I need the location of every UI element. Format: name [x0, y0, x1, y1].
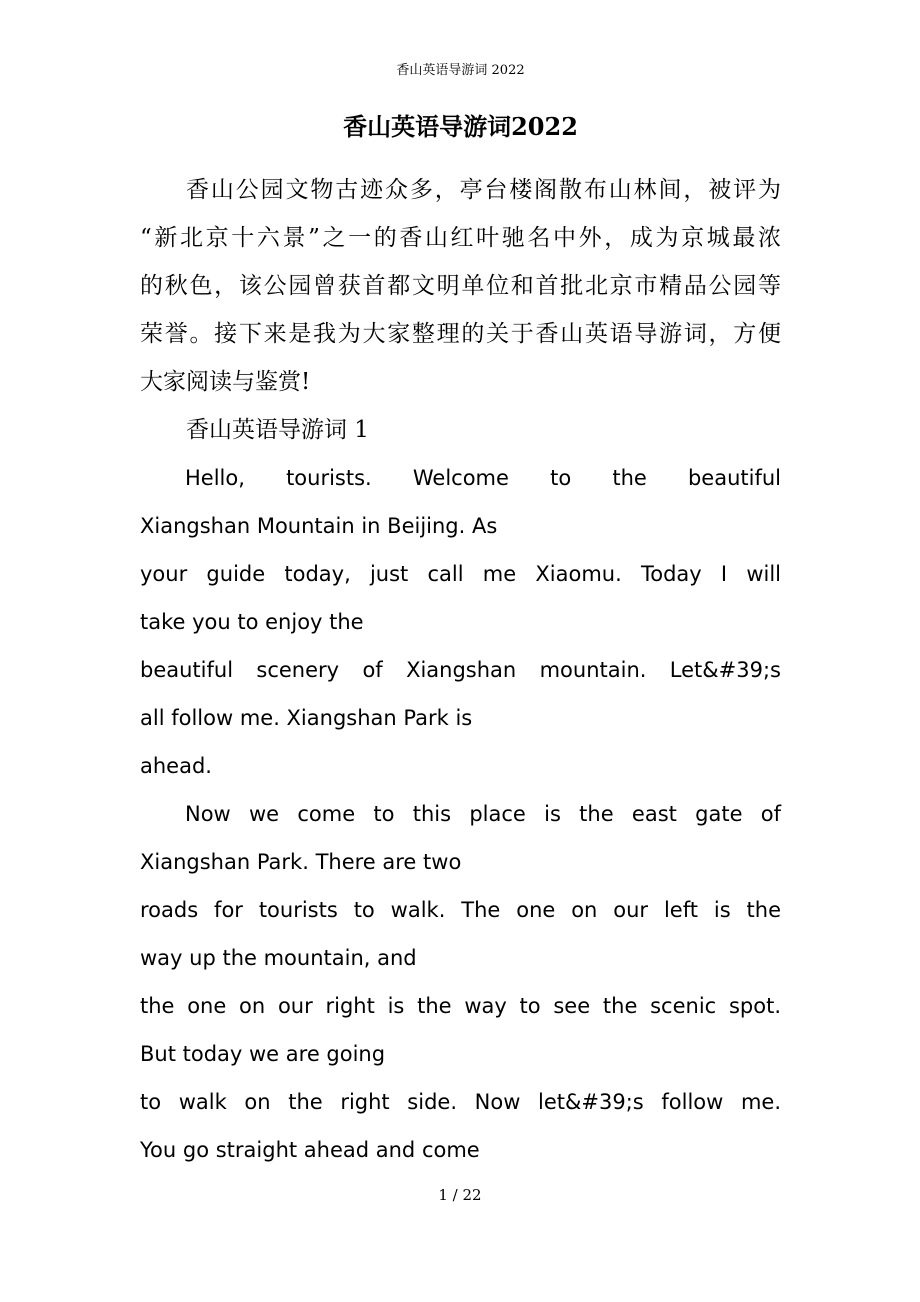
- body-line-zh: 大家阅读与鉴赏!: [140, 369, 311, 395]
- body-line-en: your guide today, just call me Xiaomu. Today I will: [140, 562, 781, 586]
- body-line-en: all follow me. Xiangshan Park is: [140, 706, 473, 730]
- body-line-en: take you to enjoy the: [140, 610, 364, 634]
- body-line-en: ahead.: [140, 754, 212, 778]
- body-line-en: roads for tourists to walk. The one on our left is the: [140, 898, 781, 922]
- page-header-text: 香山英语导游词 2022: [396, 63, 525, 78]
- body-line-en: You go straight ahead and come: [140, 1138, 480, 1162]
- page-number: 1 / 22: [438, 1186, 482, 1204]
- body-line-en: to walk on the right side. Now let&#39;s follow me.: [140, 1090, 781, 1114]
- body-line-en: way up the mountain, and: [140, 946, 417, 970]
- body-line-zh: “新北京十六景”之一的香山红叶驰名中外，成为京城最浓: [140, 225, 781, 251]
- body-line-zh: 香山公园文物古迹众多，亭台楼阁散布山林间，被评为: [186, 177, 781, 203]
- body-line-en: Xiangshan Mountain in Beijing. As: [140, 514, 498, 538]
- section-heading: 香山英语导游词 1: [186, 417, 369, 443]
- document-title: 香山英语导游词2022: [343, 112, 578, 141]
- body-line-zh: 荣誉。接下来是我为大家整理的关于香山英语导游词，方便: [140, 321, 781, 347]
- body-line-en: Now we come to this place is the east gate of: [185, 802, 781, 826]
- body-line-en: But today we are going: [140, 1042, 386, 1066]
- body-line-en: Xiangshan Park. There are two: [140, 850, 462, 874]
- body-line-en: beautiful scenery of Xiangshan mountain. Let&#39;s: [140, 658, 781, 682]
- body-line-en: the one on our right is the way to see the scenic spot.: [140, 994, 781, 1018]
- body-line-zh: 的秋色，该公园曾获首都文明单位和首批北京市精品公园等: [140, 273, 781, 299]
- body-line-en: Hello, tourists. Welcome to the beautiful: [185, 466, 781, 490]
